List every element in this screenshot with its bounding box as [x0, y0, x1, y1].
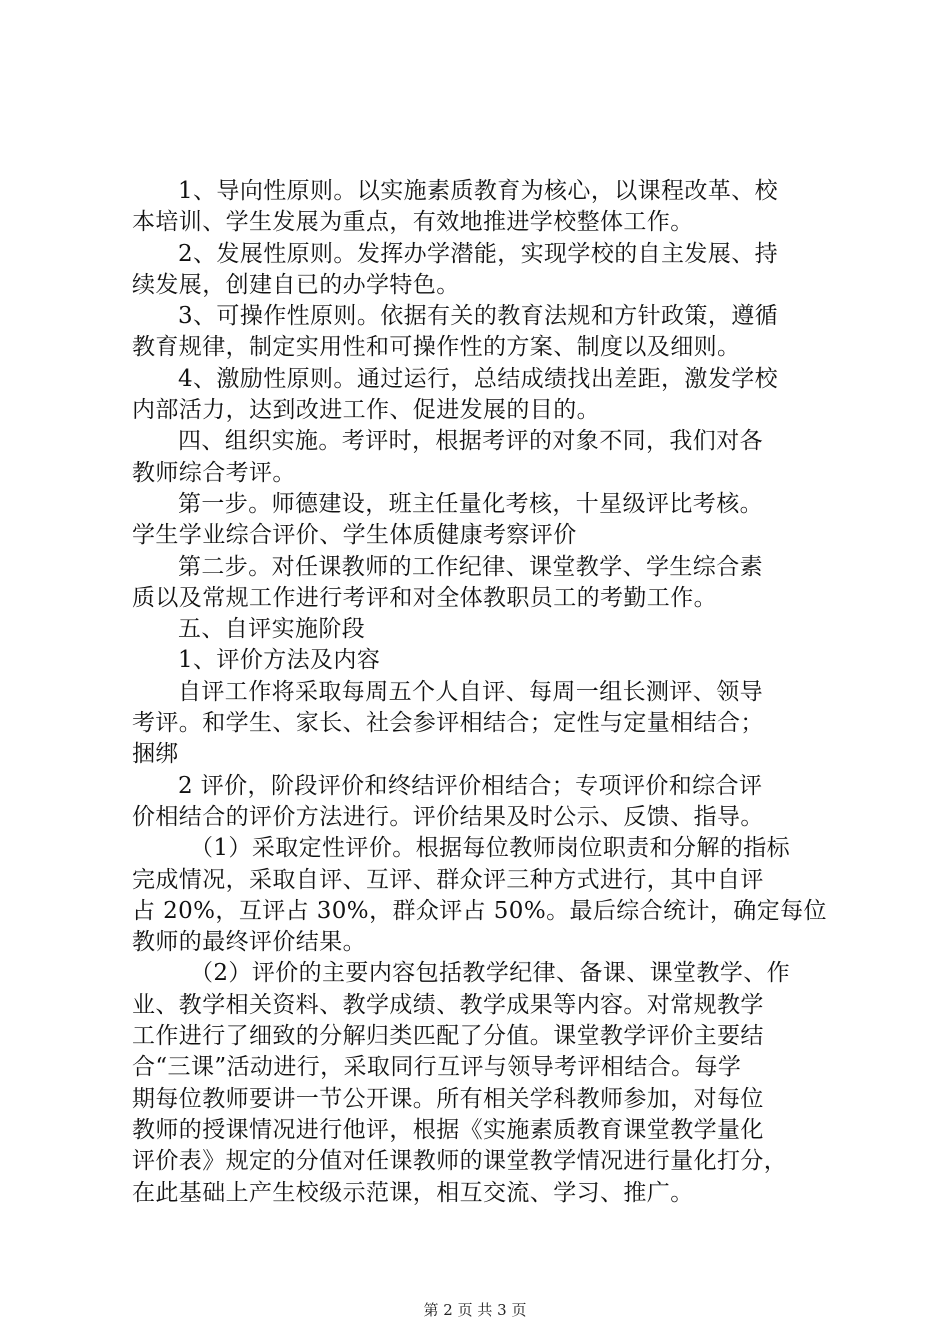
paragraph-line: 教师的授课情况进行他评，根据《实施素质教育课堂教学量化: [132, 1116, 764, 1143]
subsection-heading: 1、评价方法及内容: [178, 647, 381, 674]
paragraph-line: 价相结合的评价方法进行。评价结果及时公示、反馈、指导。: [132, 803, 764, 830]
paragraph-line: 期每位教师要讲一节公开课。所有相关学科教师参加，对每位: [132, 1085, 764, 1112]
paragraph-line: 质以及常规工作进行考评和对全体教职员工的考勤工作。: [132, 584, 717, 611]
paragraph-line: 工作进行了细致的分解归类匹配了分值。课堂教学评价主要结: [132, 1023, 764, 1050]
paragraph-line: 教师的最终评价结果。: [132, 929, 366, 956]
paragraph-line: 占 20%，互评占 30%，群众评占 50%。最后综合统计，确定每位: [132, 897, 827, 924]
paragraph-line: 评价表》规定的分值对任课教师的课堂教学情况进行量化打分，: [132, 1148, 788, 1175]
paragraph-line: 合“三课”活动进行，采取同行互评与领导考评相结合。每学: [132, 1054, 742, 1081]
paragraph-line: 完成情况，采取自评、互评、群众评三种方式进行，其中自评: [132, 866, 764, 893]
paragraph-line: 第一步。师德建设，班主任量化考核，十星级评比考核。: [178, 490, 763, 517]
paragraph-line: （1）采取定性评价。根据每位教师岗位职责和分解的指标: [190, 835, 791, 862]
page-number-footer: 第 2 页 共 3 页: [423, 1301, 527, 1319]
paragraph-line: 教师综合考评。: [132, 459, 296, 486]
paragraph-line: 考评。和学生、家长、社会参评相结合；定性与定量相结合；: [132, 710, 764, 737]
paragraph-line: 本培训、学生发展为重点，有效地推进学校整体工作。: [132, 209, 694, 236]
paragraph-line: 业、教学相关资料、教学成绩、教学成果等内容。对常规教学: [132, 991, 764, 1018]
paragraph-line: 4、激励性原则。通过运行，总结成绩找出差距，激发学校: [178, 365, 779, 392]
section-heading: 五、自评实施阶段: [178, 616, 366, 643]
document-body: [132, 176, 832, 1209]
paragraph-line: 1、导向性原则。以实施素质教育为核心，以课程改革、校: [178, 178, 779, 204]
paragraph-line: （2）评价的主要内容包括教学纪律、备课、课堂教学、作: [190, 960, 791, 987]
paragraph-line: 学生学业综合评价、学生体质健康考察评价: [132, 522, 577, 549]
paragraph-line: 续发展，创建自已的办学特色。: [132, 271, 460, 298]
paragraph-line: 教育规律，制定实用性和可操作性的方案、制度以及细则。: [132, 334, 741, 361]
paragraph-line: 2、发展性原则。发挥办学潜能，实现学校的自主发展、持: [178, 240, 779, 267]
paragraph-line: 自评工作将采取每周五个人自评、每周一组长测评、领导: [178, 678, 763, 705]
paragraph-line: 2 评价，阶段评价和终结评价相结合；专项评价和综合评: [178, 772, 763, 799]
paragraph-line: 捆绑: [132, 741, 179, 768]
paragraph-line: 第二步。对任课教师的工作纪律、课堂教学、学生综合素: [178, 553, 763, 580]
paragraph-line: 在此基础上产生校级示范课，相互交流、学习、推广。: [132, 1179, 694, 1206]
paragraph-line: 3、可操作性原则。依据有关的教育法规和方针政策，遵循: [178, 303, 779, 330]
paragraph-line: 四、组织实施。考评时，根据考评的对象不同，我们对各: [178, 428, 763, 455]
paragraph-line: 内部活力，达到改进工作、促进发展的目的。: [132, 397, 600, 424]
